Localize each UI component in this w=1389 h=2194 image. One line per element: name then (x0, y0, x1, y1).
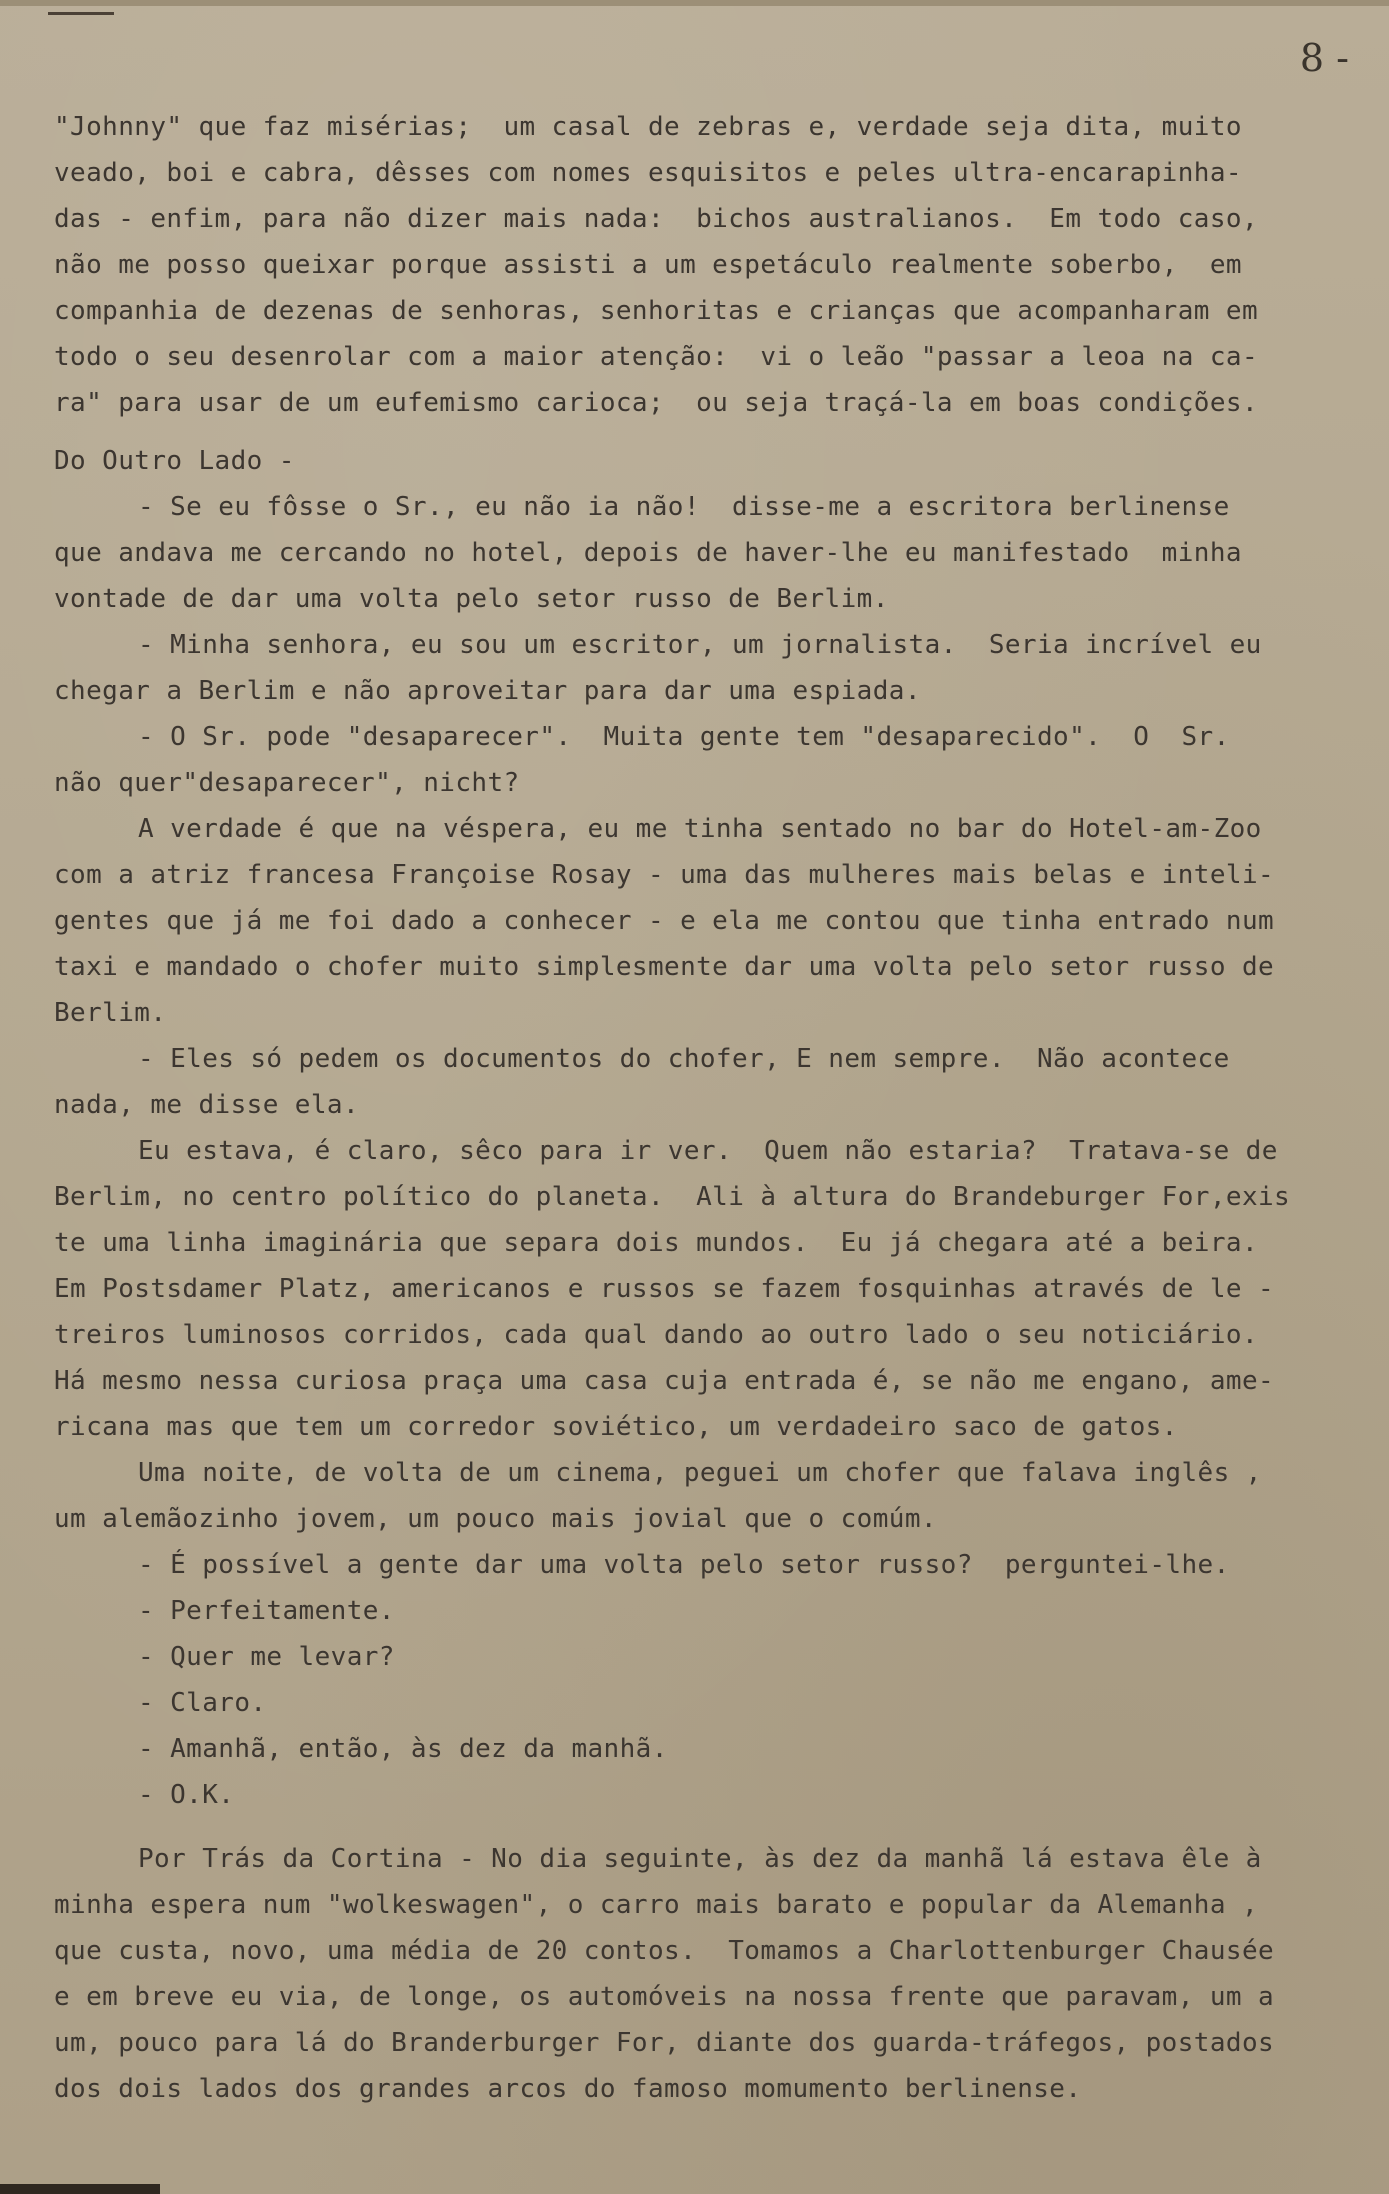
spacer (54, 426, 1354, 438)
text-line: A verdade é que na véspera, eu me tinha sentado no bar do Hotel-am-Zoo (138, 814, 1262, 844)
text-line: que custa, novo, uma média de 20 contos. Tomamos a Charlottenburger Chausée (54, 1936, 1275, 1966)
text-line: - Minha senhora, eu sou um escritor, um jornalista. Seria incrível eu (138, 630, 1262, 660)
text-line: um, pouco para lá do Branderburger For, diante dos guarda-tráfegos, postados (54, 2028, 1275, 2058)
text-line: não me posso queixar porque assisti a um espetáculo realmente soberbo, em (54, 250, 1242, 280)
dialogue-line: - Amanhã, então, às dez da manhã. (138, 1734, 668, 1764)
text-line: ra" para usar de um eufemismo carioca; ou seja traçá-la em boas condições. (54, 388, 1258, 418)
text-line: gentes que já me foi dado a conhecer - e ela me contou que tinha entrado num (54, 906, 1275, 936)
text-line: Uma noite, de volta de um cinema, peguei um chofer que falava inglês , (138, 1458, 1262, 1488)
text-line: veado, boi e cabra, dêsses com nomes esquisitos e peles ultra-encarapinha- (54, 158, 1242, 188)
text-line: - Se eu fôsse o Sr., eu não ia não! disse-me a escritora berlinense (138, 492, 1230, 522)
text-line: Eu estava, é claro, sêco para ir ver. Quem não estaria? Tratava-se de (138, 1136, 1278, 1166)
text-line: Em Postsdamer Platz, americanos e russos se fazem fosquinhas através de le - (54, 1274, 1275, 1304)
text-line: vontade de dar uma volta pelo setor russo de Berlim. (54, 584, 889, 614)
text-line: das - enfim, para não dizer mais nada: bichos australianos. Em todo caso, (54, 204, 1258, 234)
text-line: Há mesmo nessa curiosa praça uma casa cuja entrada é, se não me engano, ame- (54, 1366, 1275, 1396)
text-line: taxi e mandado o chofer muito simplesmente dar uma volta pelo setor russo de (54, 952, 1275, 982)
section-heading: Do Outro Lado - (54, 446, 295, 476)
dialogue-line: - Claro. (138, 1688, 267, 1718)
page-number: 8 - (1299, 36, 1349, 80)
text-line: que andava me cercando no hotel, depois de haver-lhe eu manifestado minha (54, 538, 1242, 568)
text-line: não quer"desaparecer", nicht? (54, 768, 520, 798)
margin-mark (48, 12, 114, 15)
text-line: todo o seu desenrolar com a maior atenção: vi o leão "passar a leoa na ca- (54, 342, 1258, 372)
text-line: - O Sr. pode "desaparecer". Muita gente tem "desaparecido". O Sr. (138, 722, 1230, 752)
dialogue-line: - O.K. (138, 1780, 235, 1810)
paper-bottom-mark (0, 2184, 160, 2194)
text-line: Berlim, no centro político do planeta. Ali à altura do Brandeburger For,exis (54, 1182, 1291, 1212)
text-line: nada, me disse ela. (54, 1090, 360, 1120)
text-line: chegar a Berlim e não aproveitar para dar uma espiada. (54, 676, 921, 706)
text-line: treiros luminosos corridos, cada qual dando ao outro lado o seu noticiário. (54, 1320, 1258, 1350)
text-line: - Eles só pedem os documentos do chofer, E nem sempre. Não acontece (138, 1044, 1230, 1074)
dialogue-line: - Quer me levar? (138, 1642, 395, 1672)
text-line: minha espera num "wolkeswagen", o carro mais barato e popular da Alemanha , (54, 1890, 1258, 1920)
text-line: companhia de dezenas de senhoras, senhoritas e crianças que acompanharam em (54, 296, 1258, 326)
text-line: e em breve eu via, de longe, os automóveis na nossa frente que paravam, um a (54, 1982, 1275, 2012)
spacer (54, 1818, 1354, 1836)
text-line: Berlim. (54, 998, 167, 1028)
text-line: te uma linha imaginária que separa dois mundos. Eu já chegara até a beira. (54, 1228, 1258, 1258)
text-line: dos dois lados dos grandes arcos do famoso momumento berlinense. (54, 2074, 1082, 2104)
text-line: ricana mas que tem um corredor soviético, um verdadeiro saco de gatos. (54, 1412, 1178, 1442)
dialogue-line: - É possível a gente dar uma volta pelo setor russo? perguntei-lhe. (138, 1550, 1230, 1580)
dialogue-line: - Perfeitamente. (138, 1596, 395, 1626)
text-line: com a atriz francesa Françoise Rosay - uma das mulheres mais belas e inteli- (54, 860, 1275, 890)
section-line: Por Trás da Cortina - No dia seguinte, às dez da manhã lá estava êle à (138, 1844, 1262, 1874)
body-text (54, 104, 1354, 2112)
paper-top-edge (0, 0, 1389, 6)
text-line: "Johnny" que faz misérias; um casal de zebras e, verdade seja dita, muito (54, 112, 1242, 142)
text-line: um alemãozinho jovem, um pouco mais jovial que o comúm. (54, 1504, 937, 1534)
